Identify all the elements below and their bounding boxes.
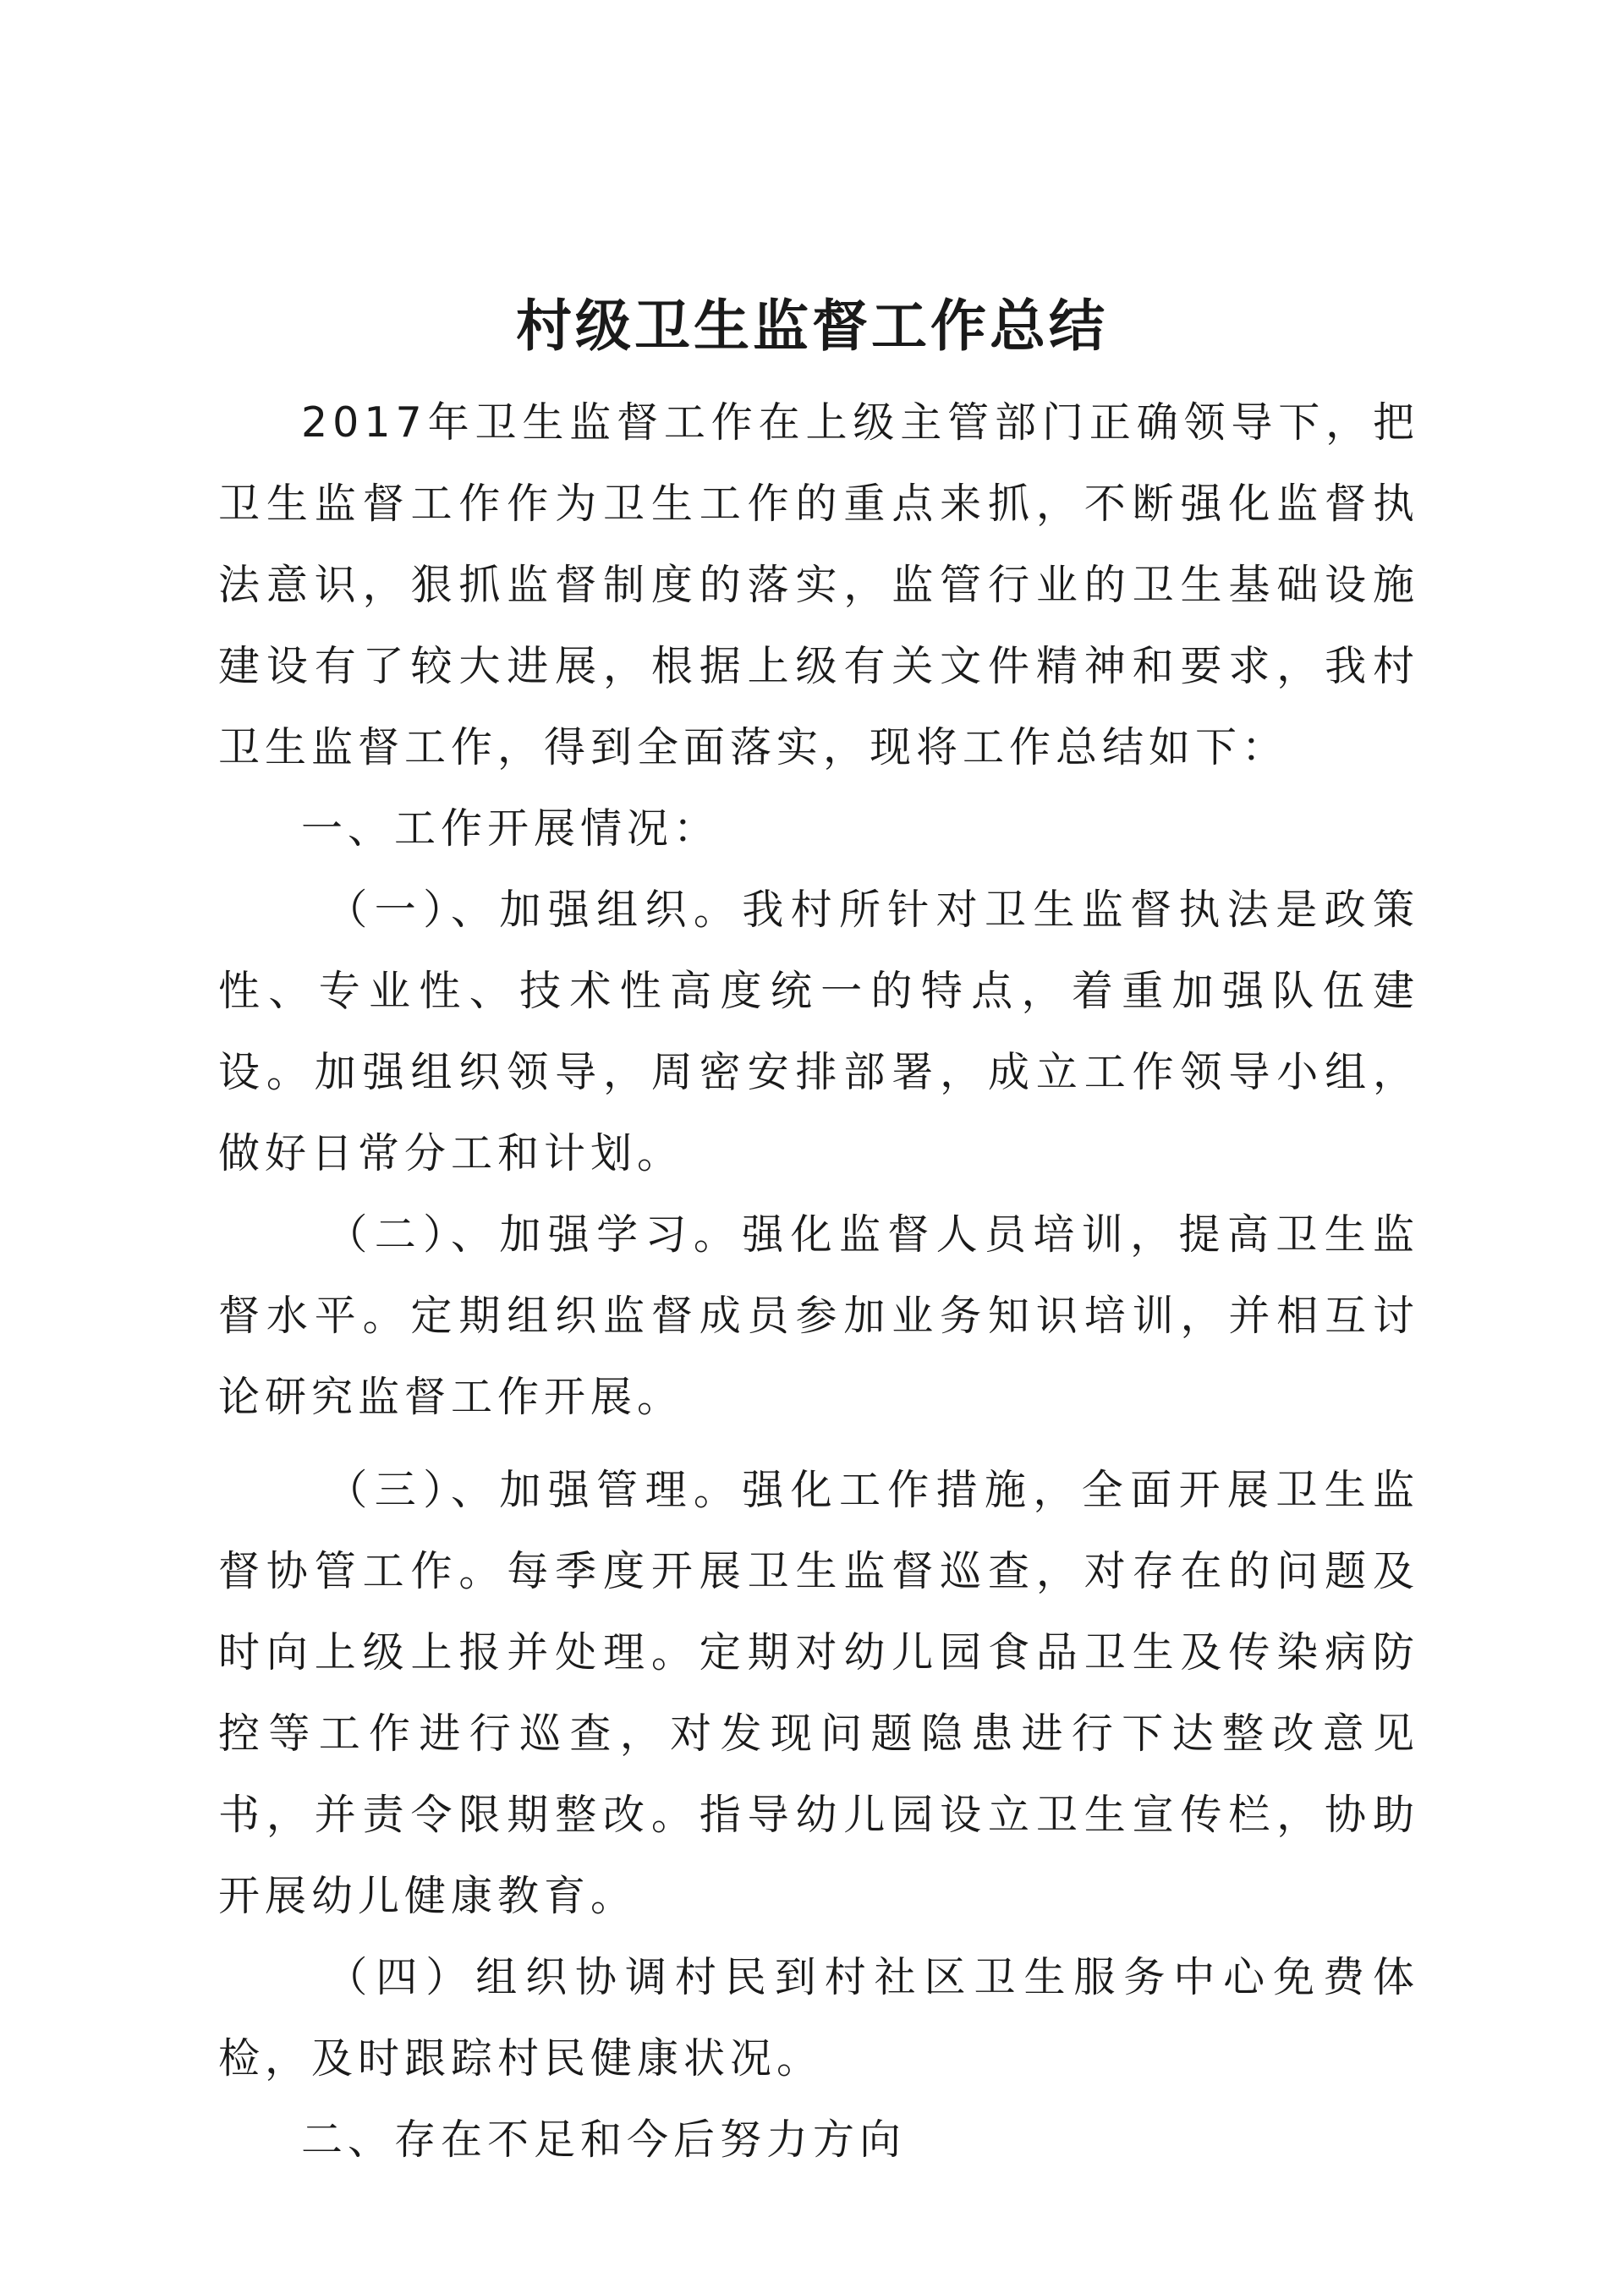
item-paragraph-2: （二）、加强学习。强化监督人员培训，提高卫生监督水平。定期组织监督成员参加业务知识培训，并相互讨论研究监督工作开展。 (218, 1210, 1419, 1421)
intro-paragraph: 2017年卫生监督工作在上级主管部门正确领导下，把卫生监督工作作为卫生工作的重点来抓，不断强化监督执法意识，狠抓监督制度的落实，监管行业的卫生基础设施建设有了较大进展，根据上级有关文件精神和要求，我村卫生监督工作，得到全面落实，现将工作总结如下： (218, 398, 1419, 771)
item-paragraph-1: （一）、加强组织。我村所针对卫生监督执法是政策性、专业性、技术性高度统一的特点，着重加强队伍建设。加强组织领导，周密安排部署，成立工作领导小组，做好日常分工和计划。 (218, 886, 1419, 1177)
document-title: 村级卫生监督工作总结 (516, 293, 1108, 359)
section-heading-1: 一、工作开展情况： (301, 804, 721, 853)
item-paragraph-3: （三）、加强管理。强化工作措施，全面开展卫生监督协管工作。每季度开展卫生监督巡查，对存在的问题及时向上级上报并处理。定期对幼儿园食品卫生及传染病防控等工作进行巡查，对发现问题隐患进行下达整改意见书，并责令限期整改。指导幼儿园设立卫生宣传栏，协助开展幼儿健康教育。 (218, 1466, 1419, 1920)
item-paragraph-4: （四）组织协调村民到村社区卫生服务中心免费体检，及时跟踪村民健康状况。 (218, 1953, 1419, 2083)
paragraph-gap (218, 1438, 1419, 1450)
section-heading-2: 二、存在不足和今后努力方向 (301, 2116, 907, 2164)
document-body (218, 382, 1419, 2181)
